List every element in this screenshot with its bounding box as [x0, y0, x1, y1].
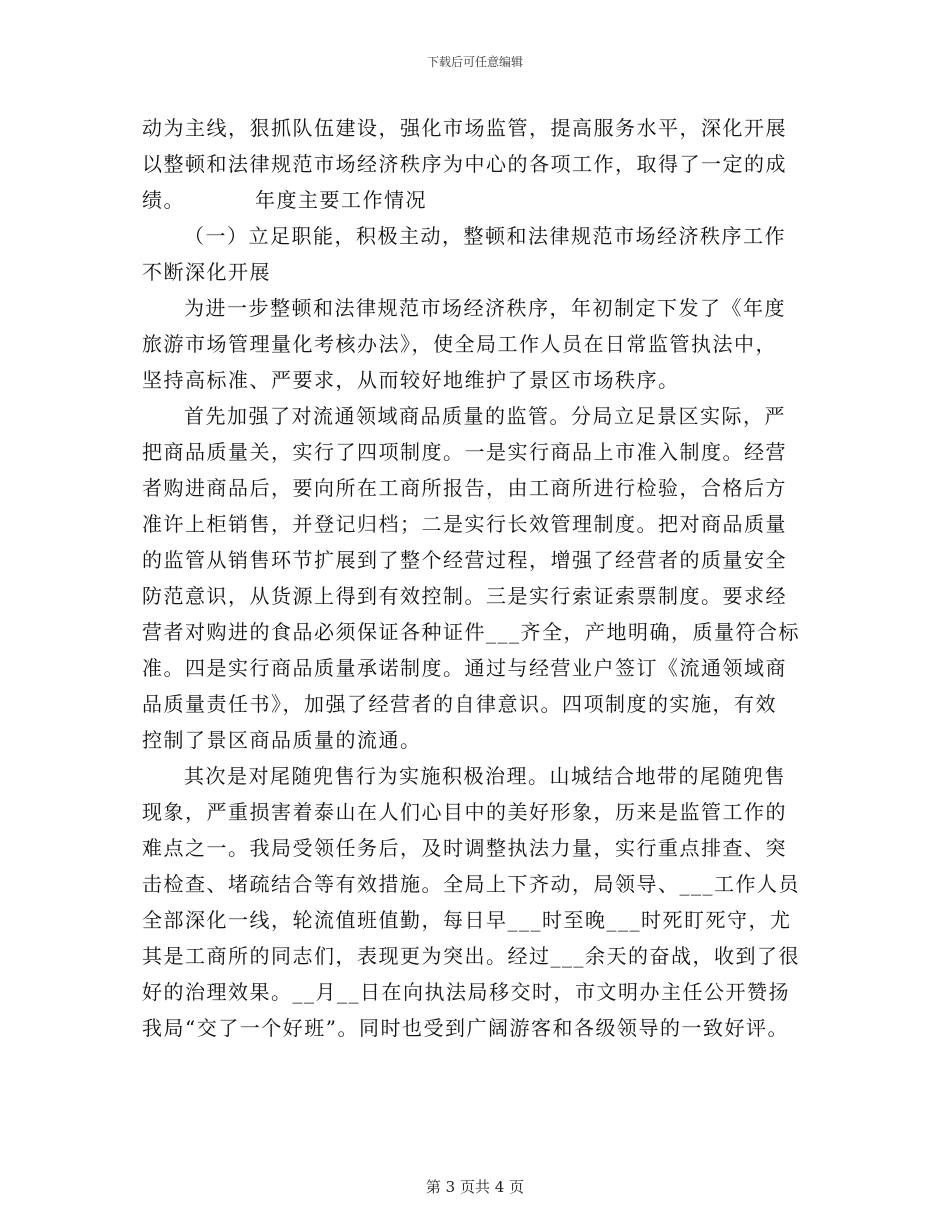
body-line: 的监管从销售环节扩展到了整个经营过程，增强了经营者的质量安全 [142, 548, 787, 572]
body-line: 绩。 [142, 188, 185, 212]
body-line: 坚持高标准、严要求，从而较好地维护了景区市场秩序。 [142, 368, 680, 392]
body-line: 难点之一。我局受领任务后，及时调整执法力量，实行重点排查、突 [142, 836, 787, 860]
body-line: 旅游市场管理量化考核办法》，使全局工作人员在日常监管执法中， [142, 332, 777, 356]
body-line: 营者对购进的食品必须保证各种证件___齐全，产地明确，质量符合标 [142, 620, 800, 644]
body-line: 防范意识，从货源上得到有效控制。三是实行索证索票制度。要求经 [142, 584, 787, 608]
paragraph-start: 首先加强了对流通领域商品质量的监管。分局立足景区实际，严 [184, 404, 786, 428]
page-footer: 第 3 页共 4 页 [425, 1178, 525, 1196]
body-line: 品质量责任书》，加强了经营者的自律意识。四项制度的实施，有效 [142, 692, 777, 716]
body-line: 好的治理效果。__月__日在向执法局移交时，市文明办主任公开赞扬 [142, 980, 790, 1004]
paragraph-start: 其次是对尾随兜售行为实施积极治理。山城结合地带的尾随兜售 [184, 764, 786, 788]
body-line: 全部深化一线，轮流值班值勤，每日早___时至晚___时死盯死守，尤 [142, 908, 792, 932]
body-line: 我局“交了一个好班”。同时也受到广阔游客和各级领导的一致好评。 [142, 1016, 789, 1040]
body-line: 击检查、堵疏结合等有效措施。全局上下齐动，局领导、___工作人员 [142, 872, 800, 896]
subsection-heading: （一）立足职能，积极主动，整顿和法律规范市场经济秩序工作 [184, 224, 786, 248]
body-line: 准许上柜销售，并登记归档；二是实行长效管理制度。把对商品质量 [142, 512, 787, 536]
body-line: 准。四是实行商品质量承诺制度。通过与经营业户签订《流通领域商 [142, 656, 787, 680]
body-line: 不断深化开展 [142, 260, 271, 284]
document-body [142, 110, 822, 1046]
page-header: 下载后可任意编辑 [426, 55, 523, 69]
body-line-with-heading [142, 182, 822, 218]
paragraph-start: 为进一步整顿和法律规范市场经济秩序，年初制定下发了《年度 [184, 296, 786, 320]
body-line: 其是工商所的同志们，表现更为突出。经过___余天的奋战，收到了很 [142, 944, 800, 968]
body-line: 把商品质量关，实行了四项制度。一是实行商品上市准入制度。经营 [142, 440, 787, 464]
body-line: 动为主线，狠抓队伍建设，强化市场监管，提高服务水平，深化开展 [142, 116, 787, 140]
body-line: 现象，严重损害着泰山在人们心目中的美好形象，历来是监管工作的 [142, 800, 787, 824]
body-line: 以整顿和法律规范市场经济秩序为中心的各项工作，取得了一定的成 [142, 152, 787, 176]
section-heading: 年度主要工作情况 [255, 188, 427, 212]
body-line: 者购进商品后，要向所在工商所报告，由工商所进行检验，合格后方 [142, 476, 787, 500]
body-line: 控制了景区商品质量的流通。 [142, 728, 422, 752]
